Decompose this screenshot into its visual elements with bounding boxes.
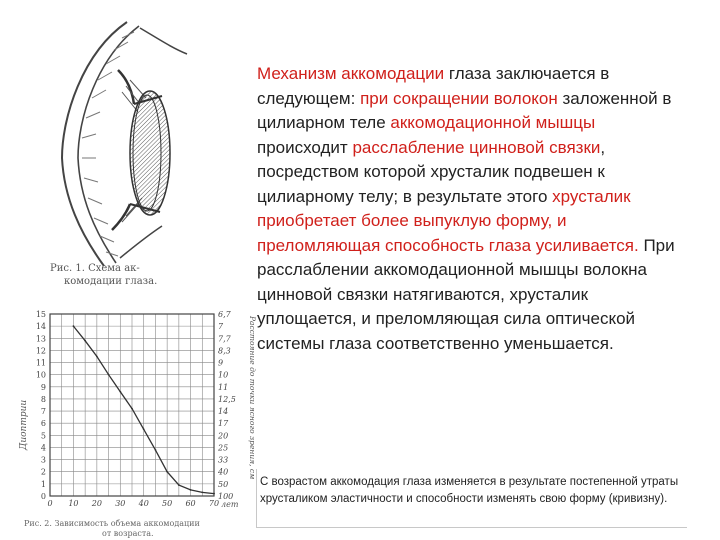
y2-tick-label: 40 bbox=[218, 467, 229, 477]
data-point bbox=[119, 391, 121, 393]
crystalline-lens bbox=[130, 91, 170, 215]
x-tick-label: 0 bbox=[47, 499, 53, 508]
data-point bbox=[84, 340, 86, 342]
y2-tick-label: 17 bbox=[218, 419, 229, 429]
y-tick-label: 15 bbox=[35, 310, 46, 319]
data-point bbox=[96, 356, 98, 358]
y2-tick-label: 14 bbox=[218, 407, 229, 417]
y2-tick-label: 11 bbox=[218, 382, 229, 392]
data-point bbox=[213, 493, 215, 495]
y-tick-label: 10 bbox=[35, 370, 46, 380]
chart-grid bbox=[50, 314, 214, 496]
main-text-segment: заложенной в цилиарном теле bbox=[257, 88, 672, 132]
y2-tick-label: 9 bbox=[218, 358, 224, 368]
y2-tick-label: 8,3 bbox=[218, 346, 231, 356]
main-text-segment: аккомодационной мышцы bbox=[390, 113, 596, 132]
data-point bbox=[201, 491, 203, 493]
eye-accommodation-diagram bbox=[22, 8, 242, 270]
sclera-outline bbox=[62, 22, 127, 266]
y-tick-label: 11 bbox=[35, 358, 46, 368]
data-point bbox=[143, 428, 145, 430]
y2-tick-label: 7 bbox=[218, 322, 224, 332]
y2-tick-label: 7,7 bbox=[218, 334, 231, 344]
data-point bbox=[178, 484, 180, 486]
y2-tick-label: 20 bbox=[218, 431, 229, 441]
y2-tick-label: 33 bbox=[218, 455, 229, 465]
y-tick-label: 13 bbox=[35, 334, 46, 344]
y-tick-label: 14 bbox=[35, 322, 46, 332]
data-point bbox=[108, 374, 110, 376]
left-axis-label: Диоптрии bbox=[19, 399, 29, 450]
main-paragraph bbox=[257, 62, 687, 356]
note-text: С возрастом аккомодация глаза изменяется в результате постепенной утраты хрусталиком эластичности и способности изменять свою форму (кривизну). bbox=[260, 476, 679, 505]
figure1-caption-line2: комодации глаза. bbox=[64, 276, 158, 287]
y2-tick-label: 12,5 bbox=[218, 394, 236, 404]
ciliary-body-upper bbox=[118, 70, 134, 104]
x-unit-label: лет bbox=[221, 500, 239, 509]
main-text-segment: , посредством которой хрусталик подвешен к цилиарному телу; в результате этого bbox=[257, 137, 606, 206]
data-point bbox=[166, 471, 168, 473]
data-point bbox=[190, 489, 192, 491]
x-axis-ticks bbox=[47, 499, 219, 508]
y2-tick-label: 25 bbox=[218, 443, 229, 453]
data-point bbox=[73, 325, 75, 327]
y-tick-label: 8 bbox=[40, 394, 46, 404]
main-text-segment: хрусталик приобретает более выпуклую форму, и преломляющая способность глаза усиливается. bbox=[257, 186, 639, 255]
cornea-lower bbox=[120, 226, 162, 258]
x-tick-label: 70 bbox=[208, 499, 220, 508]
y-tick-label: 5 bbox=[40, 431, 46, 441]
main-text-segment: происходит bbox=[257, 137, 353, 157]
figure1-caption bbox=[50, 262, 220, 288]
y-tick-label: 9 bbox=[40, 382, 46, 392]
right-axis-label: Расстояние до точки ясного зрения, см bbox=[248, 316, 257, 480]
y-tick-label: 2 bbox=[40, 467, 46, 477]
y-tick-label: 6 bbox=[40, 419, 46, 429]
ciliary-body-lower bbox=[112, 204, 130, 230]
right-axis-ticks bbox=[217, 310, 236, 501]
y2-tick-label: 50 bbox=[218, 479, 229, 489]
x-tick-label: 10 bbox=[68, 499, 79, 508]
accommodation-age-chart bbox=[18, 302, 258, 540]
data-point bbox=[155, 449, 157, 451]
y-tick-label: 12 bbox=[35, 346, 46, 356]
main-text-segment: глаза заключается в следующем: bbox=[257, 64, 610, 108]
figure1-caption-line1: Рис. 1. Схема ак- bbox=[50, 263, 140, 274]
x-tick-label: 50 bbox=[162, 499, 173, 508]
sclera-hatch bbox=[82, 32, 134, 256]
y-tick-label: 1 bbox=[40, 479, 46, 489]
main-text-segment: Механизм аккомодации bbox=[257, 64, 445, 83]
cornea bbox=[140, 28, 187, 54]
left-axis-ticks bbox=[36, 310, 46, 501]
figure2-caption-line1: Рис. 2. Зависимость объема аккомодации bbox=[24, 519, 200, 528]
x-tick-label: 40 bbox=[138, 499, 149, 508]
y2-tick-label: 100 bbox=[218, 492, 234, 501]
y2-tick-label: 10 bbox=[218, 370, 229, 380]
y-tick-label: 7 bbox=[40, 407, 46, 417]
y-tick-label: 4 bbox=[40, 443, 46, 453]
main-text-segment: расслабление цинновой связки bbox=[352, 137, 601, 157]
figure2-caption-line2: от возраста. bbox=[102, 529, 154, 538]
main-text-segment: При расслаблении аккомодационной мышцы волокна цинновой связки натягиваются, хрусталик уплощается, и преломляющая сила оптической системы глаза соответственно уменьшается. bbox=[257, 235, 675, 353]
main-text-segment: при сокращении волокон bbox=[360, 88, 558, 108]
x-tick-label: 30 bbox=[115, 499, 126, 508]
y-tick-label: 3 bbox=[40, 455, 46, 465]
x-tick-label: 20 bbox=[91, 499, 102, 508]
data-point bbox=[131, 408, 133, 410]
y2-tick-label: 6,7 bbox=[218, 310, 231, 319]
y-tick-label: 0 bbox=[40, 492, 46, 501]
x-tick-label: 60 bbox=[185, 499, 196, 508]
